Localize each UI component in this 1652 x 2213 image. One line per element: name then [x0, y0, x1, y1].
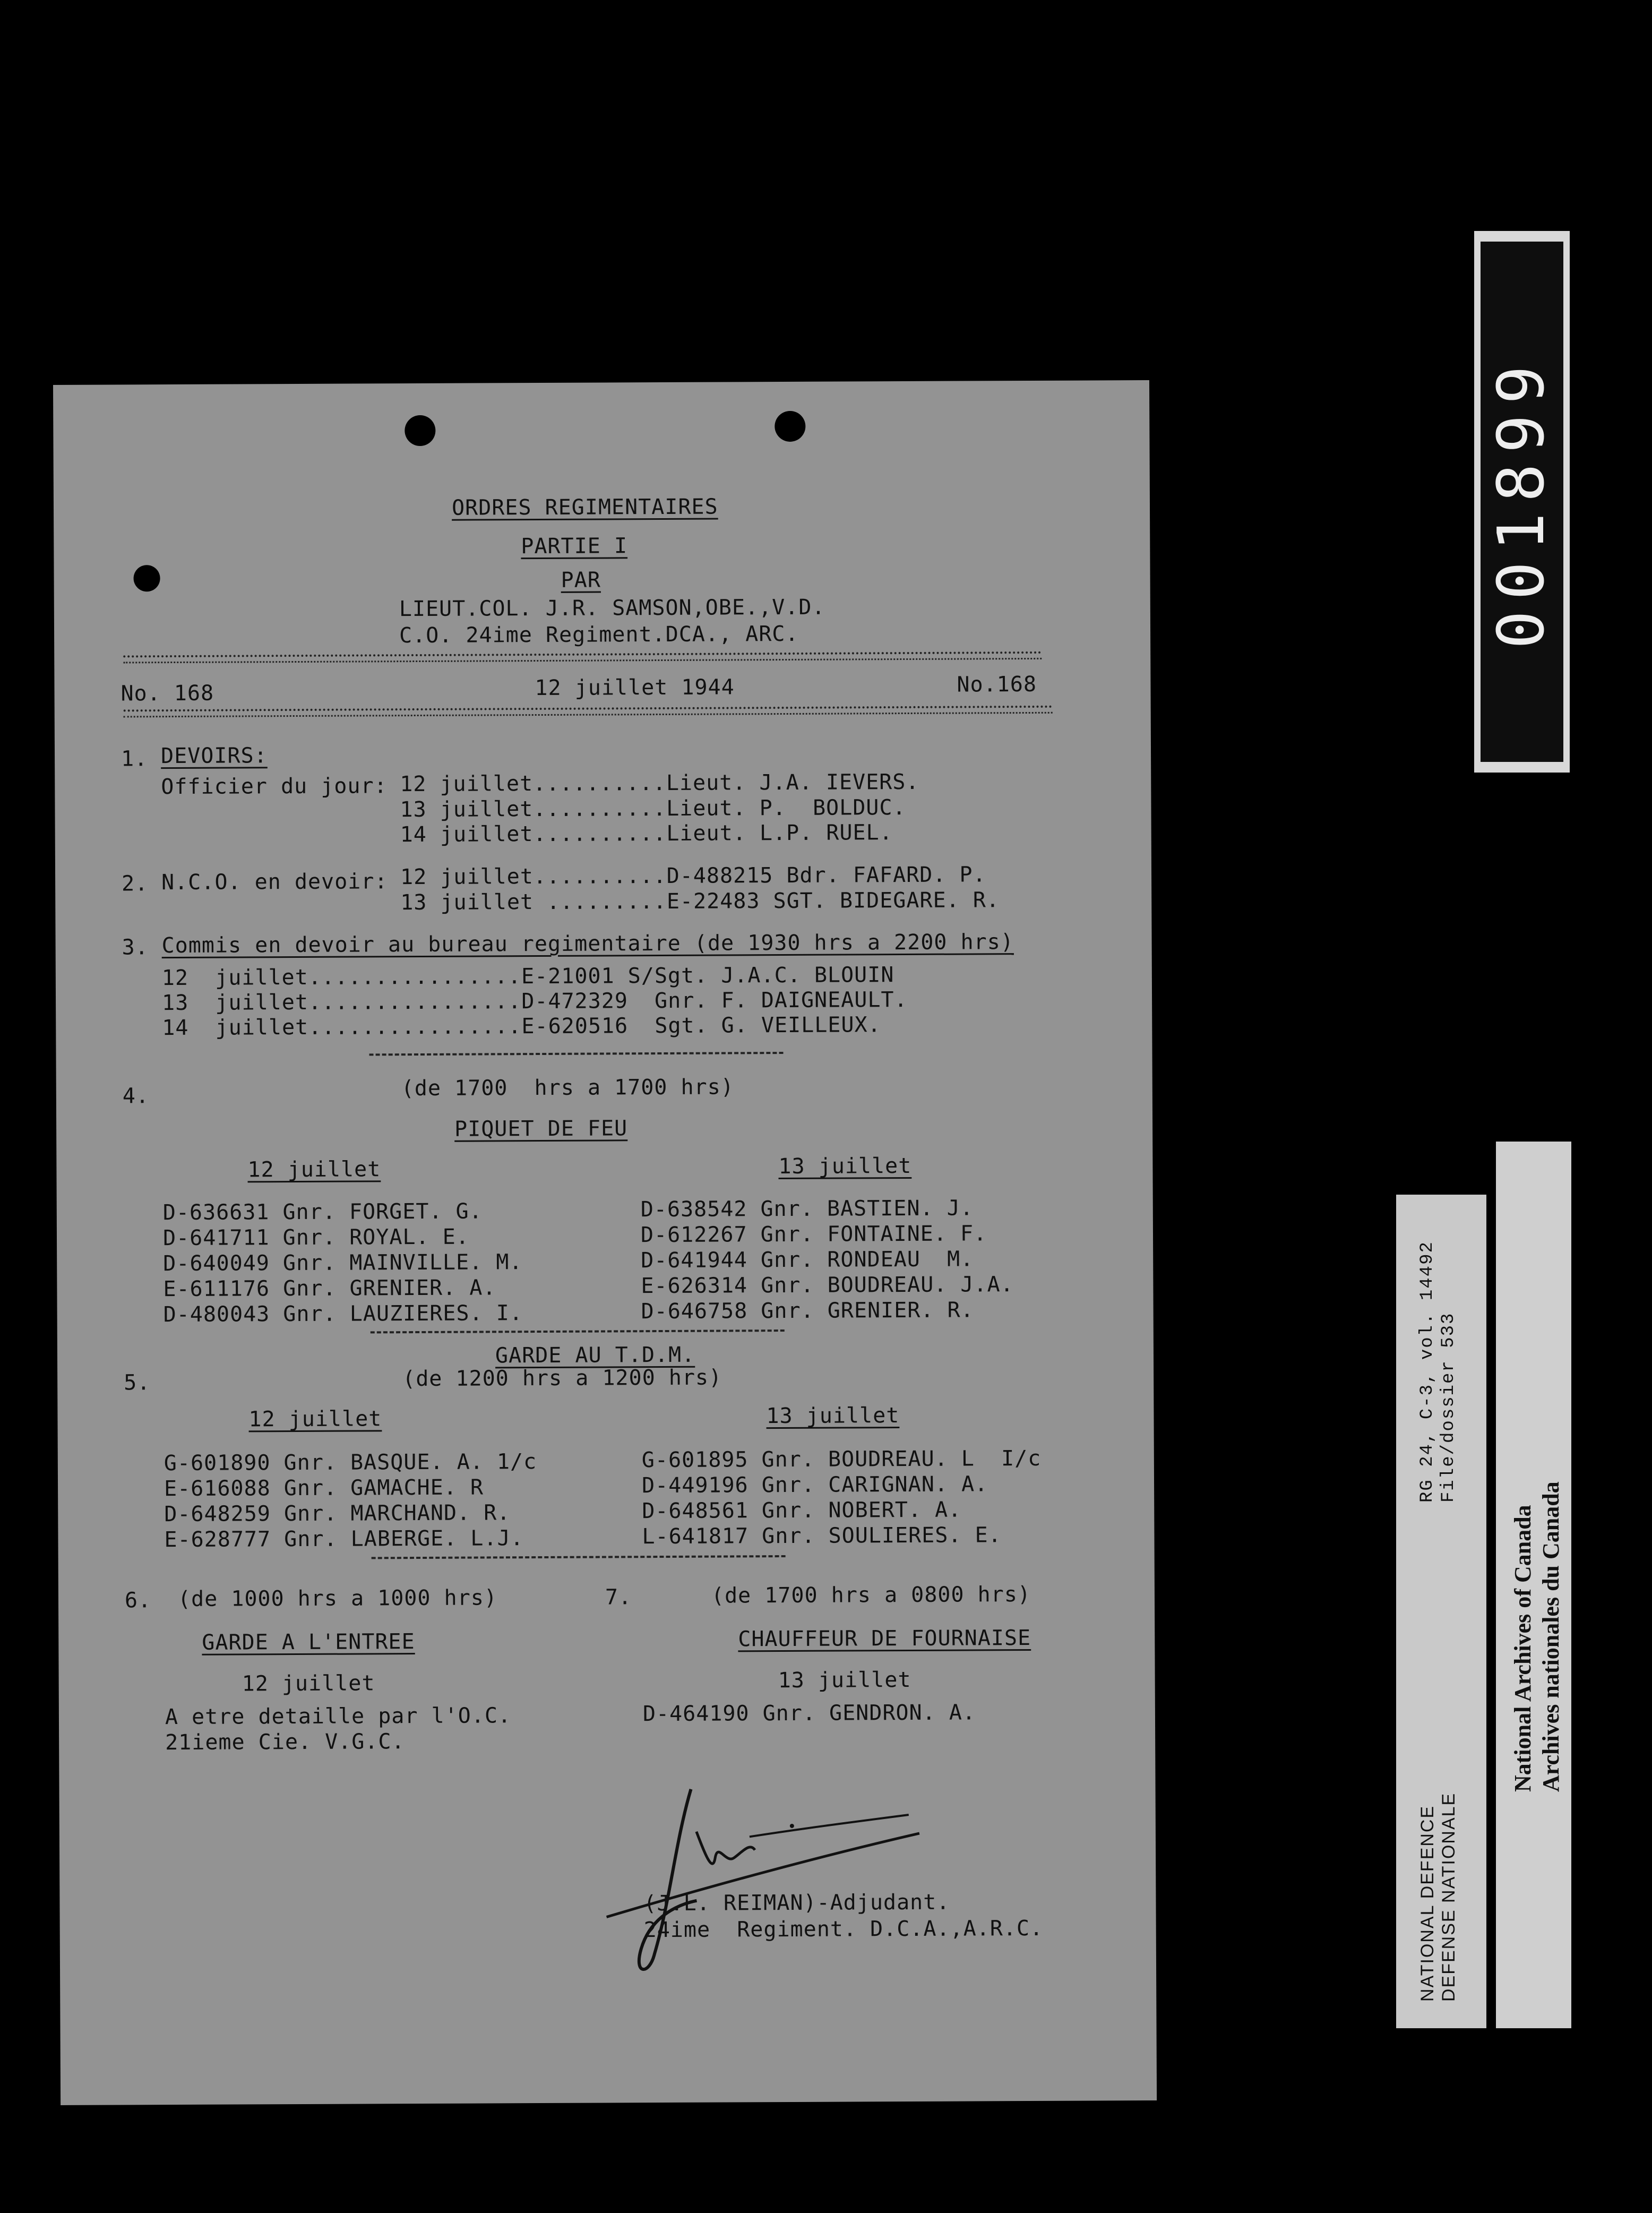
reference-label	[1396, 1195, 1486, 2028]
signatory-unit: 24ime Regiment. D.C.A.,A.R.C.	[643, 1916, 1044, 1943]
section-hours: (de 1700 hrs a 0800 hrs)	[711, 1582, 1031, 1608]
section-number: 4.	[122, 1084, 150, 1109]
reference-line-1: RG 24, C-3, vol. 14492	[1417, 1241, 1438, 1503]
section-number: 5.	[124, 1370, 151, 1395]
roster-entry: E-626314 Gnr. BOUDREAU. J.A.	[641, 1272, 1014, 1299]
stamp-number: 001899	[1485, 355, 1559, 649]
divider	[369, 1052, 784, 1056]
section-title: PIQUET DE FEU	[454, 1116, 628, 1142]
column-date: 13 juillet	[766, 1403, 900, 1429]
defence-line-1: NATIONAL DEFENCE	[1417, 1805, 1438, 2002]
column-date: 13 juillet	[778, 1667, 911, 1693]
punch-hole	[775, 411, 805, 442]
nco-label: N.C.O. en devoir:	[161, 869, 388, 895]
duty-row: 13 juillet................D-472329 Gnr. F. DAIGNEAULT.	[161, 987, 908, 1016]
document-part: PARTIE I	[521, 534, 628, 559]
roster-entry: E-628777 Gnr. LABERGE. L.J.	[164, 1526, 524, 1552]
section-number: 1.	[121, 747, 148, 771]
section-number: 6.	[124, 1588, 152, 1613]
duty-officer-label: Officier du jour:	[161, 774, 388, 800]
section-title: CHAUFFEUR DE FOURNAISE	[738, 1625, 1031, 1652]
punch-hole	[405, 415, 435, 446]
duty-row: 12 juillet..........Lieut. J.A. IEVERS.	[400, 769, 919, 797]
duty-row: 13 juillet .........E-22483 SGT. BIDEGARE. R.	[400, 888, 1000, 915]
roster-entry: D-646758 Gnr. GRENIER. R.	[641, 1298, 974, 1324]
archives-line-1: National Archives of Canada	[1510, 1505, 1536, 1792]
divider	[371, 1329, 785, 1333]
regiment-line: C.O. 24ime Regiment.DCA., ARC.	[399, 621, 799, 648]
order-number-right: No.168	[957, 672, 1037, 697]
roster-entry: D-449196 Gnr. CARIGNAN. A.	[641, 1472, 988, 1498]
duty-row: 12 juillet..........D-488215 Bdr. FAFARD. P.	[400, 862, 986, 890]
section-hours: (de 1700 hrs a 1700 hrs)	[401, 1075, 734, 1101]
detail-line: 21ieme Cie. V.G.C.	[165, 1729, 405, 1755]
roster-entry: E-611176 Gnr. GRENIER. A.	[163, 1275, 496, 1302]
order-date: 12 juillet 1944	[535, 675, 735, 701]
detail-line: D-464190 Gnr. GENDRON. A.	[642, 1700, 976, 1727]
duty-row: 12 juillet................E-21001 S/Sgt. J.A.C. BLOUIN	[161, 963, 894, 991]
section-title: Commis en devoir au bureau regimentaire (de 1930 hrs a 2200 hrs)	[161, 930, 1014, 958]
roster-entry: D-638542 Gnr. BASTIEN. J.	[640, 1196, 974, 1222]
detail-line: A etre detaille par l'O.C.	[165, 1703, 512, 1730]
column-date: 12 juillet	[242, 1671, 375, 1696]
archives-line-2: Archives nationales du Canada	[1538, 1481, 1564, 1792]
document-title: ORDRES REGIMENTAIRES	[451, 494, 718, 520]
punch-hole	[133, 565, 160, 591]
divider	[123, 651, 1042, 664]
roster-entry: G-601890 Gnr. BASQUE. A. 1/c	[164, 1449, 537, 1476]
section-title: DEVOIRS:	[160, 743, 268, 769]
archives-label	[1496, 1142, 1571, 2028]
document-by: PAR	[561, 568, 601, 593]
divider	[124, 706, 1053, 718]
section-hours: (de 1000 hrs a 1000 hrs)	[177, 1585, 498, 1611]
roster-entry: D-641944 Gnr. RONDEAU M.	[641, 1247, 974, 1273]
reference-line-2: File/dossier 533	[1439, 1312, 1459, 1503]
section-title: GARDE AU T.D.M.	[495, 1342, 695, 1368]
section-title: GARDE A L'ENTREE	[202, 1629, 415, 1655]
duty-row: 14 juillet................E-620516 Sgt. G. VEILLEUX.	[162, 1013, 881, 1041]
order-number-left: No. 168	[121, 681, 214, 706]
roster-entry: D-480043 Gnr. LAUZIERES. I.	[163, 1301, 523, 1327]
roster-entry: D-636631 Gnr. FORGET. G.	[162, 1199, 483, 1225]
duty-row: 14 juillet..........Lieut. L.P. RUEL.	[400, 820, 893, 847]
section-number: 3.	[122, 935, 149, 960]
roster-entry: E-616088 Gnr. GAMACHE. R	[164, 1475, 484, 1502]
column-date: 12 juillet	[248, 1406, 382, 1432]
duty-row: 13 juillet..........Lieut. P. BOLDUC.	[400, 795, 906, 822]
roster-entry: G-601895 Gnr. BOUDREAU. L I/c	[641, 1446, 1042, 1473]
roster-entry: D-612267 Gnr. FONTAINE. F.	[640, 1221, 987, 1248]
roster-entry: D-640049 Gnr. MAINVILLE. M.	[163, 1250, 523, 1276]
roster-entry: D-641711 Gnr. ROYAL. E.	[162, 1224, 469, 1251]
column-date: 12 juillet	[247, 1157, 381, 1182]
section-number: 2.	[121, 871, 149, 896]
column-date: 13 juillet	[778, 1153, 912, 1179]
defence-line-2: DEFENSE NATIONALE	[1439, 1792, 1459, 2002]
signatory-name: (J.L. REIMAN)-Adjudant.	[643, 1890, 950, 1916]
roster-entry: D-648561 Gnr. NOBERT. A.	[642, 1497, 962, 1524]
divider	[372, 1555, 786, 1559]
section-hours: (de 1200 hrs a 1200 hrs)	[402, 1365, 722, 1392]
roster-entry: D-648259 Gnr. MARCHAND. R.	[164, 1500, 511, 1527]
commander-name: LIEUT.COL. J.R. SAMSON,OBE.,V.D.	[399, 595, 825, 622]
roster-entry: L-641817 Gnr. SOULIERES. E.	[642, 1523, 1002, 1549]
page-number-stamp	[1474, 231, 1570, 773]
section-number: 7.	[605, 1585, 632, 1610]
handwritten-signature	[590, 1778, 962, 1981]
document-page	[53, 380, 1157, 2105]
